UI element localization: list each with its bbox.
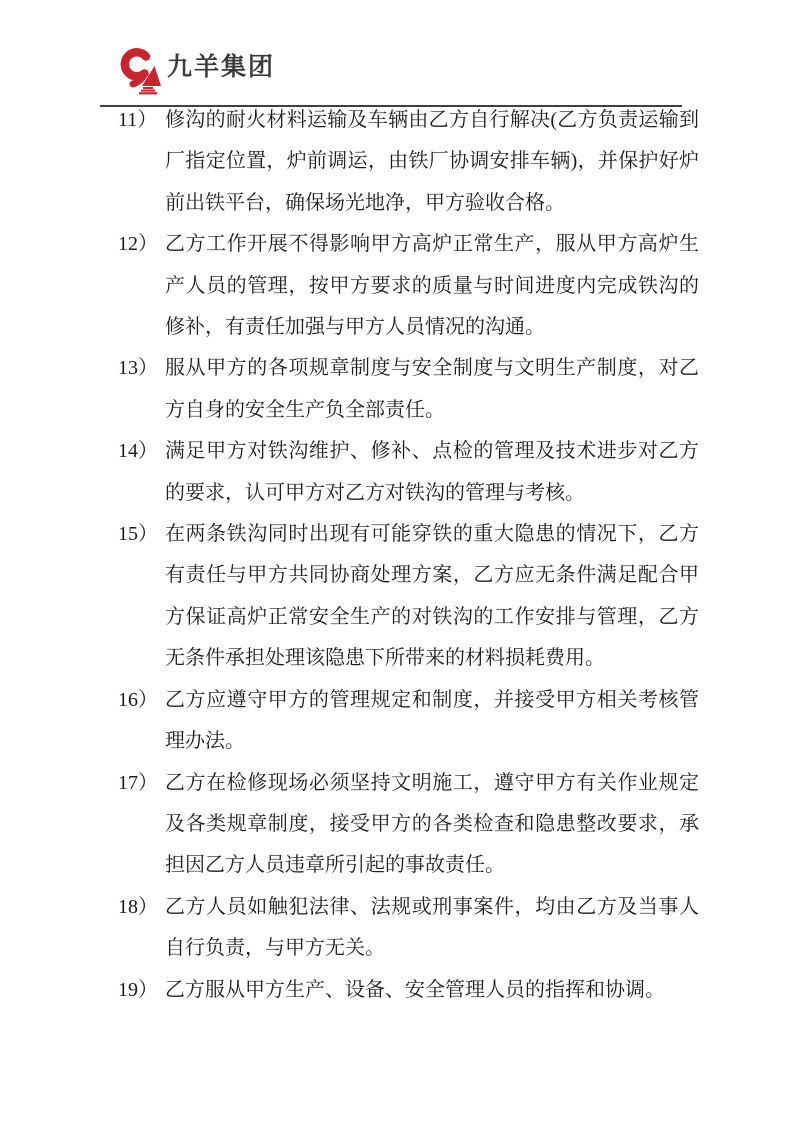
list-item (118, 763, 702, 887)
list-item (118, 887, 702, 970)
list-item (118, 680, 702, 763)
item-number: 18） (118, 895, 158, 918)
list-item (118, 348, 702, 431)
item-text: 乙方在检修现场必须坚持文明施工，遵守甲方有关作业规定及各类规章制度，接受甲方的各类检查和隐患整改要求，承担因乙方人员违章所引起的事故责任。 (165, 771, 699, 877)
item-text: 乙方人员如触犯法律、法规或刑事案件，均由乙方及当事人自行负责，与甲方无关。 (165, 895, 699, 960)
list-item (118, 431, 702, 514)
item-number: 16） (118, 688, 158, 711)
item-number: 12） (118, 233, 158, 256)
item-text: 乙方应遵守甲方的管理规定和制度，并接受甲方相关考核管理办法。 (165, 688, 699, 753)
item-number: 13） (118, 357, 158, 380)
list-item (118, 514, 702, 680)
company-brand (116, 46, 275, 96)
item-text: 乙方工作开展不得影响甲方高炉正常生产，服从甲方高炉生产人员的管理，按甲方要求的质量与时间进度内完成铁沟的修补，有责任加强与甲方人员情况的沟通。 (165, 233, 699, 339)
company-logo-icon (116, 46, 162, 96)
item-number: 15） (118, 523, 158, 546)
item-text: 修沟的耐火材料运输及车辆由乙方自行解决(乙方负责运输到厂指定位置，炉前调运，由铁厂协调安排车辆)，并保护好炉前出铁平台，确保场光地净，甲方验收合格。 (165, 109, 699, 214)
item-number: 17） (118, 771, 158, 794)
company-name: 九羊集团 (167, 52, 276, 81)
clause-list (118, 100, 702, 1011)
item-number: 19） (118, 978, 158, 1001)
list-item (118, 970, 702, 1011)
page-header (100, 0, 682, 107)
item-text: 服从甲方的各项规章制度与安全制度与文明生产制度，对乙方自身的安全生产负全部责任。 (165, 357, 699, 421)
item-text: 乙方服从甲方生产、设备、安全管理人员的指挥和协调。 (165, 978, 665, 1001)
item-text: 满足甲方对铁沟维护、修补、点检的管理及技术进步对乙方的要求，认可甲方对乙方对铁沟的管理与考核。 (165, 440, 699, 504)
item-number: 11） (118, 109, 158, 131)
item-text: 在两条铁沟同时出现有可能穿铁的重大隐患的情况下，乙方有责任与甲方共同协商处理方案，乙方应无条件满足配合甲方保证高炉正常安全生产的对铁沟的工作安排与管理，乙方无条件承担处理该隐患下所带来的材料损耗费用。 (165, 523, 699, 670)
item-number: 14） (118, 440, 158, 463)
list-item (118, 224, 702, 348)
list-item (118, 100, 702, 224)
